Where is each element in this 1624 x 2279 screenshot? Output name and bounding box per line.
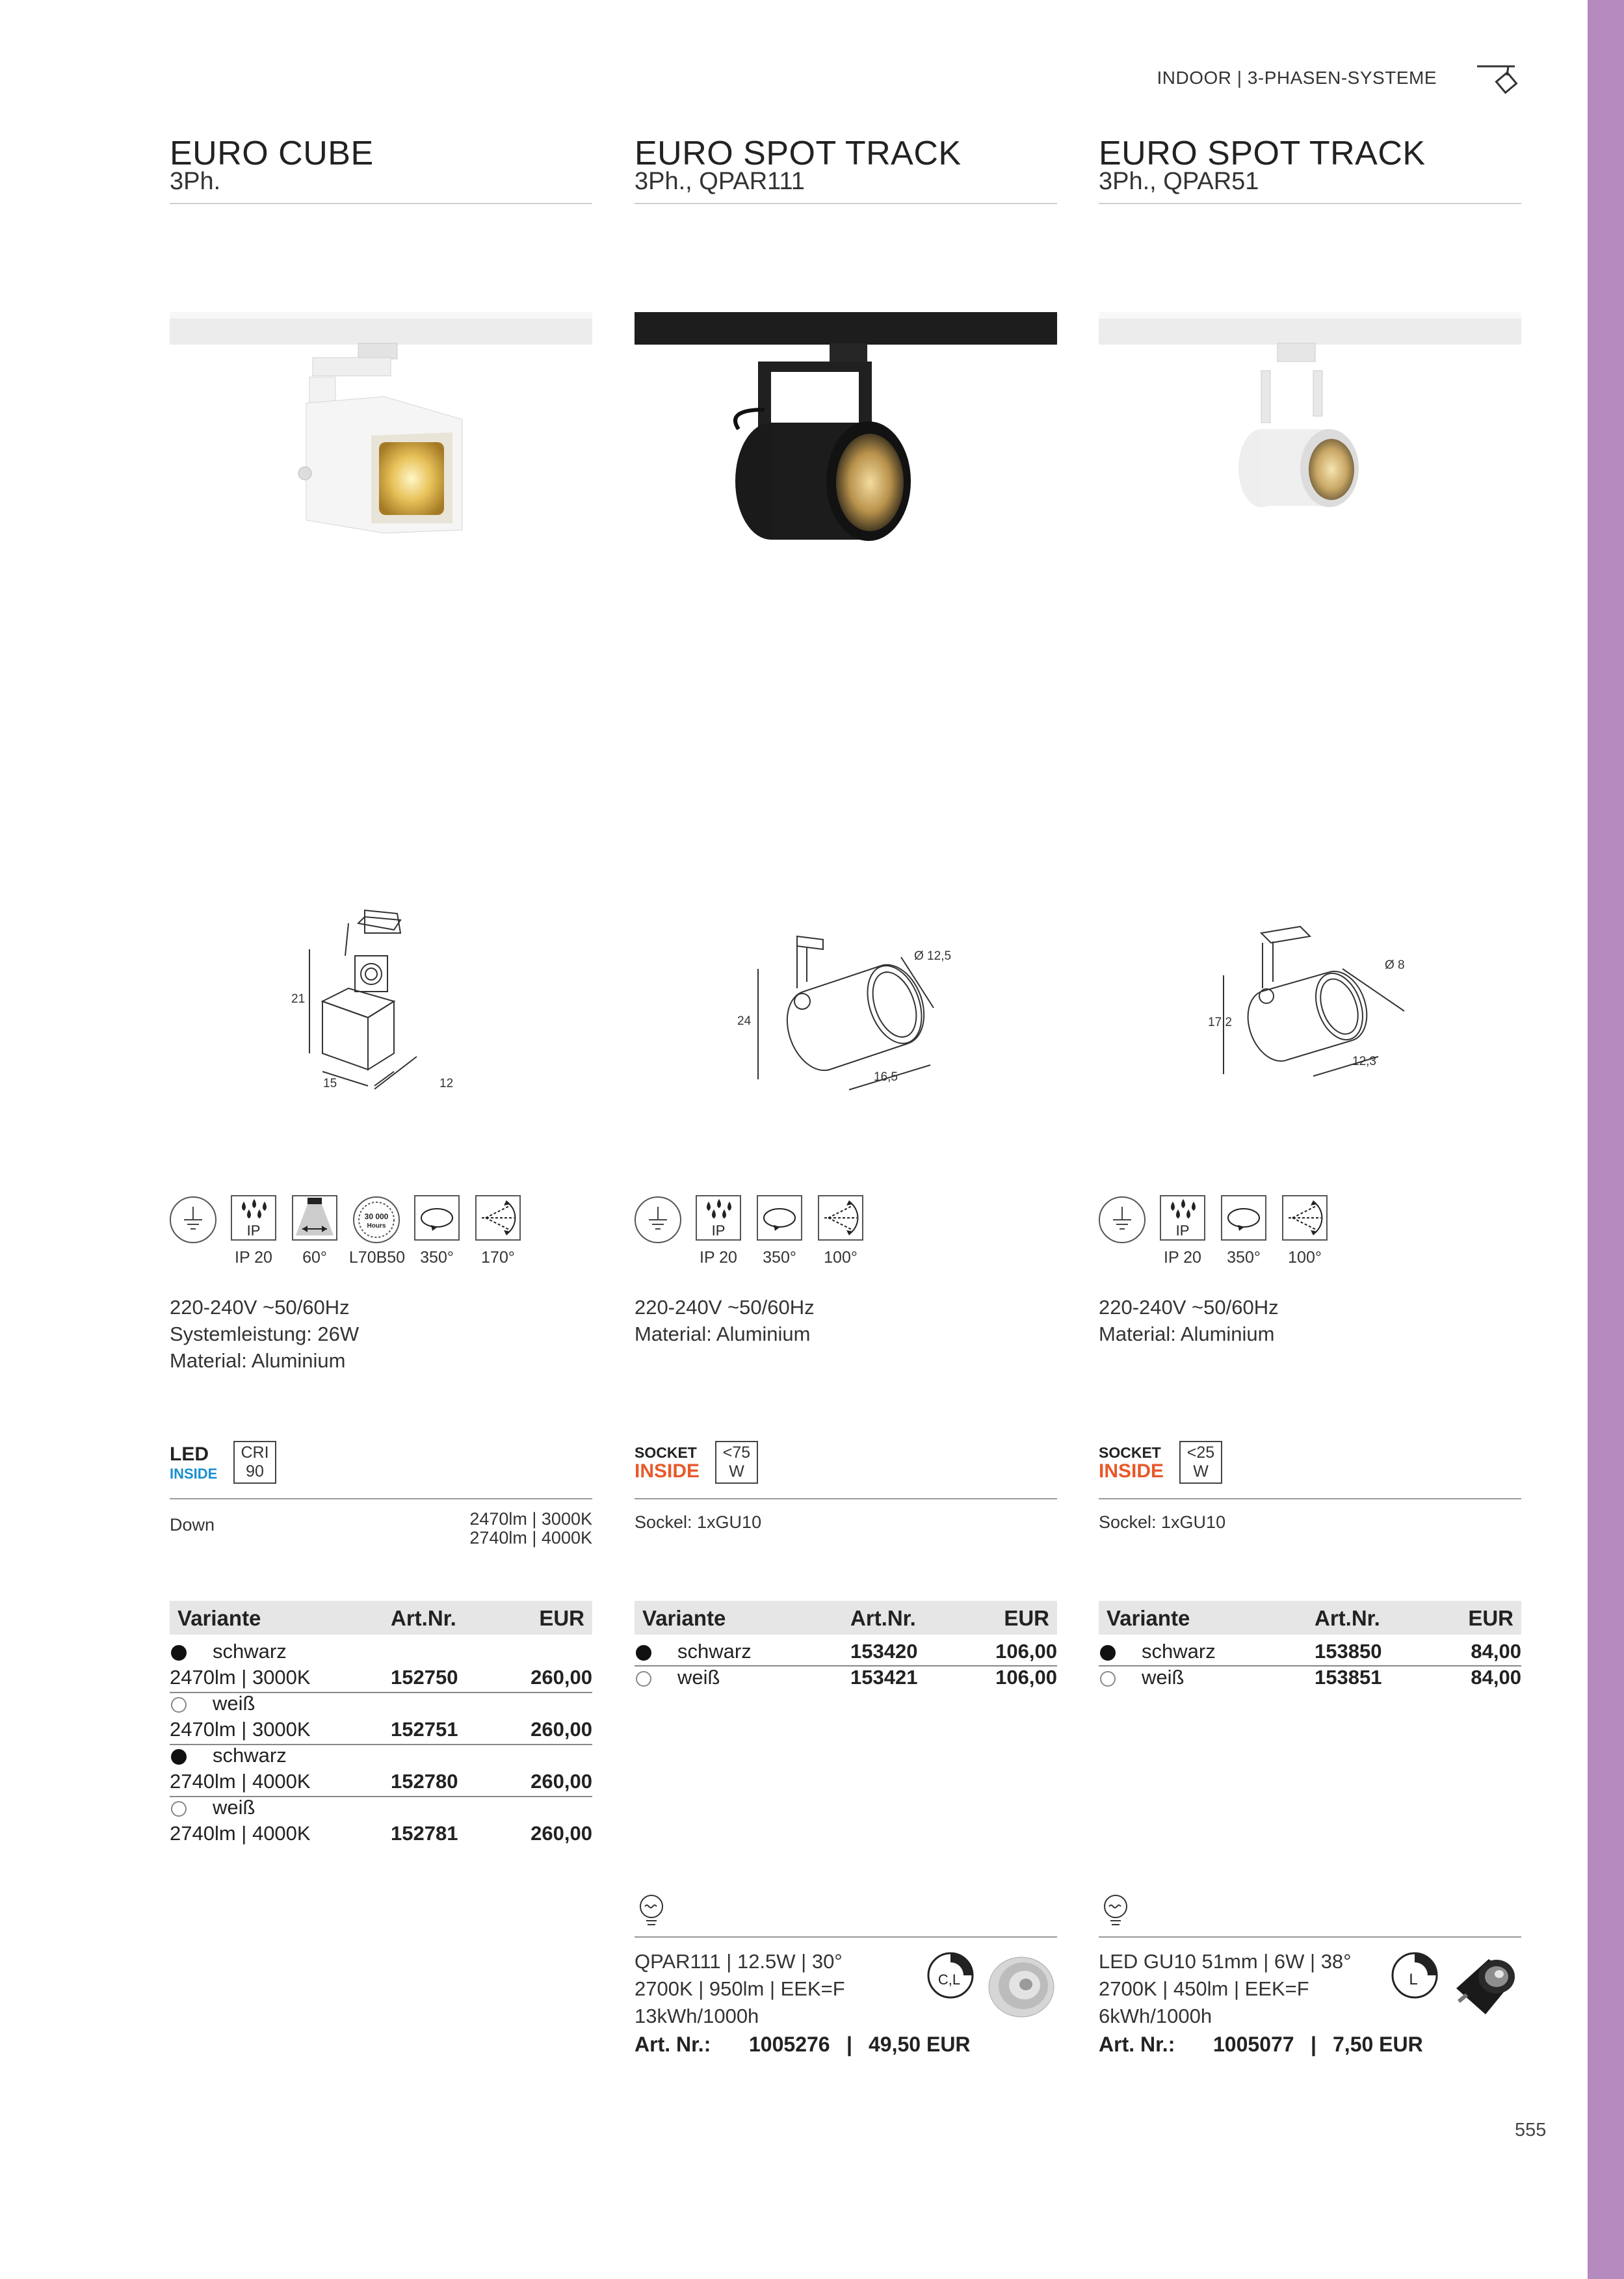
article-number: 153851 xyxy=(1315,1666,1382,1689)
dimension-drawing xyxy=(1099,897,1521,1112)
spec-list xyxy=(1099,1294,1279,1347)
beam-angle-icon xyxy=(292,1195,337,1241)
dimension-height: 24 xyxy=(737,1014,752,1028)
dimension-diameter: Ø 8 xyxy=(1385,958,1405,972)
rotation-icon xyxy=(414,1195,460,1241)
lamp-photo xyxy=(986,1949,1057,2021)
svg-text:30 000: 30 000 xyxy=(364,1212,389,1221)
spec-voltage: 220-240V ~50/60Hz xyxy=(170,1296,350,1319)
variant-color: schwarz xyxy=(1142,1640,1216,1663)
ip-caption: IP 20 xyxy=(1164,1248,1201,1267)
product-euro-spot-qpar51 xyxy=(1099,0,1521,2279)
svg-text:C,L: C,L xyxy=(937,1971,961,1988)
max-watt-badge: <75 W xyxy=(715,1441,758,1484)
badge-divider xyxy=(1099,1498,1521,1499)
beam-angle-caption: 60° xyxy=(302,1248,327,1267)
led-inside-badge xyxy=(170,1442,228,1481)
lamp-info: LED GU10 51mm | 6W | 38° 2700K | 450lm | EEK=F 6kWh/1000h xyxy=(1099,1950,1352,2027)
spec-list xyxy=(170,1294,359,1374)
spec-power: Systemleistung: 26W xyxy=(170,1323,360,1345)
article-number: 152781 xyxy=(391,1822,458,1845)
dimension-depth: 15 xyxy=(323,1077,337,1090)
color-dot-black xyxy=(636,1645,651,1661)
svg-text:Hours: Hours xyxy=(367,1222,386,1230)
tilt-icon xyxy=(818,1195,863,1241)
color-dot-black xyxy=(1100,1645,1116,1661)
dimension-drawing xyxy=(170,897,592,1112)
protection-class-icon xyxy=(1099,1196,1146,1243)
price: 84,00 xyxy=(1471,1666,1521,1689)
price: 260,00 xyxy=(530,1718,592,1741)
variant-detail: 2740lm | 4000K xyxy=(170,1770,311,1793)
spec-material: Material: Aluminium xyxy=(635,1323,811,1345)
variant-color: weiß xyxy=(213,1796,255,1819)
dimension-height: 17,2 xyxy=(1208,1016,1232,1029)
spec-list xyxy=(635,1294,815,1347)
article-number: 152750 xyxy=(391,1666,458,1689)
product-title: EURO CUBE xyxy=(170,135,374,172)
lumen-values: 2470lm | 3000K 2740lm | 4000K xyxy=(469,1509,592,1548)
ip-caption: IP 20 xyxy=(235,1248,272,1267)
price: 106,00 xyxy=(995,1666,1057,1689)
tilt-caption: 170° xyxy=(481,1248,515,1267)
dimension-diameter: Ø 12,5 xyxy=(914,949,952,963)
product-title: EURO SPOT TRACK xyxy=(1099,135,1426,172)
svg-text:IP: IP xyxy=(711,1222,726,1239)
variant-color: schwarz xyxy=(677,1640,752,1663)
title-divider xyxy=(1099,203,1521,204)
dimension-length: 12,3 xyxy=(1352,1055,1376,1068)
socket-inside-badge xyxy=(1099,1442,1164,1481)
product-photo xyxy=(170,306,592,598)
price: 260,00 xyxy=(530,1770,592,1793)
accent-sidebar xyxy=(1588,0,1624,2279)
color-dot-black xyxy=(171,1749,187,1765)
variant-table-header: Variante Art.Nr. EUR xyxy=(635,1601,1057,1635)
lamp-info: QPAR111 | 12.5W | 30° 2700K | 950lm | EEK=F 13kWh/1000h xyxy=(635,1950,845,2027)
price: 260,00 xyxy=(530,1666,592,1689)
article-number: 153850 xyxy=(1315,1640,1382,1663)
color-dot-black xyxy=(171,1645,187,1661)
variant-color: schwarz xyxy=(213,1640,287,1663)
svg-text:INSIDE: INSIDE xyxy=(170,1466,218,1481)
article-number: 153421 xyxy=(850,1666,918,1689)
svg-text:INSIDE: INSIDE xyxy=(635,1460,700,1481)
svg-text:IP: IP xyxy=(1175,1222,1190,1239)
dimension-length: 16,5 xyxy=(874,1070,898,1084)
socket-note: Sockel: 1xGU10 xyxy=(635,1512,762,1532)
variant-color: weiß xyxy=(677,1666,720,1689)
dimension-drawing xyxy=(635,897,1057,1112)
dimmable-icon xyxy=(1390,1951,1439,2000)
spec-voltage: 220-240V ~50/60Hz xyxy=(635,1296,815,1319)
color-dot-white xyxy=(171,1697,187,1713)
variant-color: weiß xyxy=(213,1692,255,1715)
page-number: 555 xyxy=(1515,2120,1547,2141)
variant-table-header: Variante Art.Nr. EUR xyxy=(1099,1601,1521,1635)
badge-divider xyxy=(635,1498,1057,1499)
spec-material: Material: Aluminium xyxy=(1099,1323,1275,1345)
product-subtitle: 3Ph. xyxy=(170,168,221,195)
product-photo xyxy=(635,306,1057,598)
protection-class-icon xyxy=(170,1196,216,1243)
ip-rating-icon xyxy=(231,1195,276,1241)
dimension-height: 21 xyxy=(291,992,306,1006)
product-subtitle: 3Ph., QPAR111 xyxy=(635,168,805,195)
tilt-icon xyxy=(1282,1195,1328,1241)
product-photo xyxy=(1099,306,1521,598)
distribution-note: Down xyxy=(170,1515,215,1535)
spec-material: Material: Aluminium xyxy=(170,1349,346,1372)
bulb-icon xyxy=(637,1893,666,1929)
lifetime-caption: L70B50 xyxy=(348,1248,406,1267)
product-euro-cube xyxy=(170,0,592,2279)
lamp-order: Art. Nr.: 1005276 | 49,50 EUR xyxy=(635,2033,971,2056)
section-header: INDOOR | 3-PHASEN-SYSTEME xyxy=(1157,68,1437,88)
svg-text:LED: LED xyxy=(170,1443,209,1465)
color-dot-white xyxy=(1100,1671,1116,1687)
variant-color: weiß xyxy=(1142,1666,1185,1689)
lamp-divider xyxy=(1099,1936,1521,1938)
bulb-icon xyxy=(1101,1893,1130,1929)
price: 106,00 xyxy=(995,1640,1057,1663)
ip-caption: IP 20 xyxy=(700,1248,737,1267)
article-number: 152780 xyxy=(391,1770,458,1793)
cri-badge: CRI 90 xyxy=(233,1441,276,1484)
rotation-icon xyxy=(1221,1195,1266,1241)
badge-divider xyxy=(170,1498,592,1499)
product-subtitle: 3Ph., QPAR51 xyxy=(1099,168,1259,195)
product-title: EURO SPOT TRACK xyxy=(635,135,962,172)
variant-detail: 2470lm | 3000K xyxy=(170,1666,311,1689)
svg-text:SOCKET: SOCKET xyxy=(635,1444,697,1461)
article-number: 152751 xyxy=(391,1718,458,1741)
lifetime-hours-icon xyxy=(353,1196,400,1243)
rotation-caption: 350° xyxy=(763,1248,796,1267)
product-euro-spot-qpar111 xyxy=(635,0,1057,2279)
rotation-caption: 350° xyxy=(420,1248,454,1267)
article-number: 153420 xyxy=(850,1640,918,1663)
lamp-divider xyxy=(635,1936,1057,1938)
tilt-icon xyxy=(475,1195,521,1241)
variant-color: schwarz xyxy=(213,1744,287,1767)
price: 84,00 xyxy=(1471,1640,1521,1663)
variant-table-header: Variante Art.Nr. EUR xyxy=(170,1601,592,1635)
lamp-order: Art. Nr.: 1005077 | 7,50 EUR xyxy=(1099,2033,1423,2056)
price: 260,00 xyxy=(530,1822,592,1845)
svg-text:IP: IP xyxy=(246,1222,261,1239)
spec-voltage: 220-240V ~50/60Hz xyxy=(1099,1296,1279,1319)
svg-text:L: L xyxy=(1409,1971,1418,1988)
title-divider xyxy=(635,203,1057,204)
lamp-photo xyxy=(1450,1949,1521,2021)
rotation-icon xyxy=(757,1195,802,1241)
dimmable-icon xyxy=(926,1951,975,2000)
dimension-width: 12 xyxy=(439,1077,454,1090)
color-dot-white xyxy=(636,1671,651,1687)
color-dot-white xyxy=(171,1801,187,1817)
variant-detail: 2740lm | 4000K xyxy=(170,1822,311,1845)
title-divider xyxy=(170,203,592,204)
protection-class-icon xyxy=(635,1196,681,1243)
svg-text:SOCKET: SOCKET xyxy=(1099,1444,1161,1461)
ip-rating-icon xyxy=(1160,1195,1205,1241)
socket-inside-badge xyxy=(635,1442,700,1481)
socket-note: Sockel: 1xGU10 xyxy=(1099,1512,1226,1532)
svg-text:INSIDE: INSIDE xyxy=(1099,1460,1164,1481)
rotation-caption: 350° xyxy=(1227,1248,1261,1267)
ip-rating-icon xyxy=(696,1195,741,1241)
tilt-caption: 100° xyxy=(824,1248,858,1267)
max-watt-badge: <25 W xyxy=(1179,1441,1222,1484)
variant-detail: 2470lm | 3000K xyxy=(170,1718,311,1741)
tilt-caption: 100° xyxy=(1288,1248,1322,1267)
